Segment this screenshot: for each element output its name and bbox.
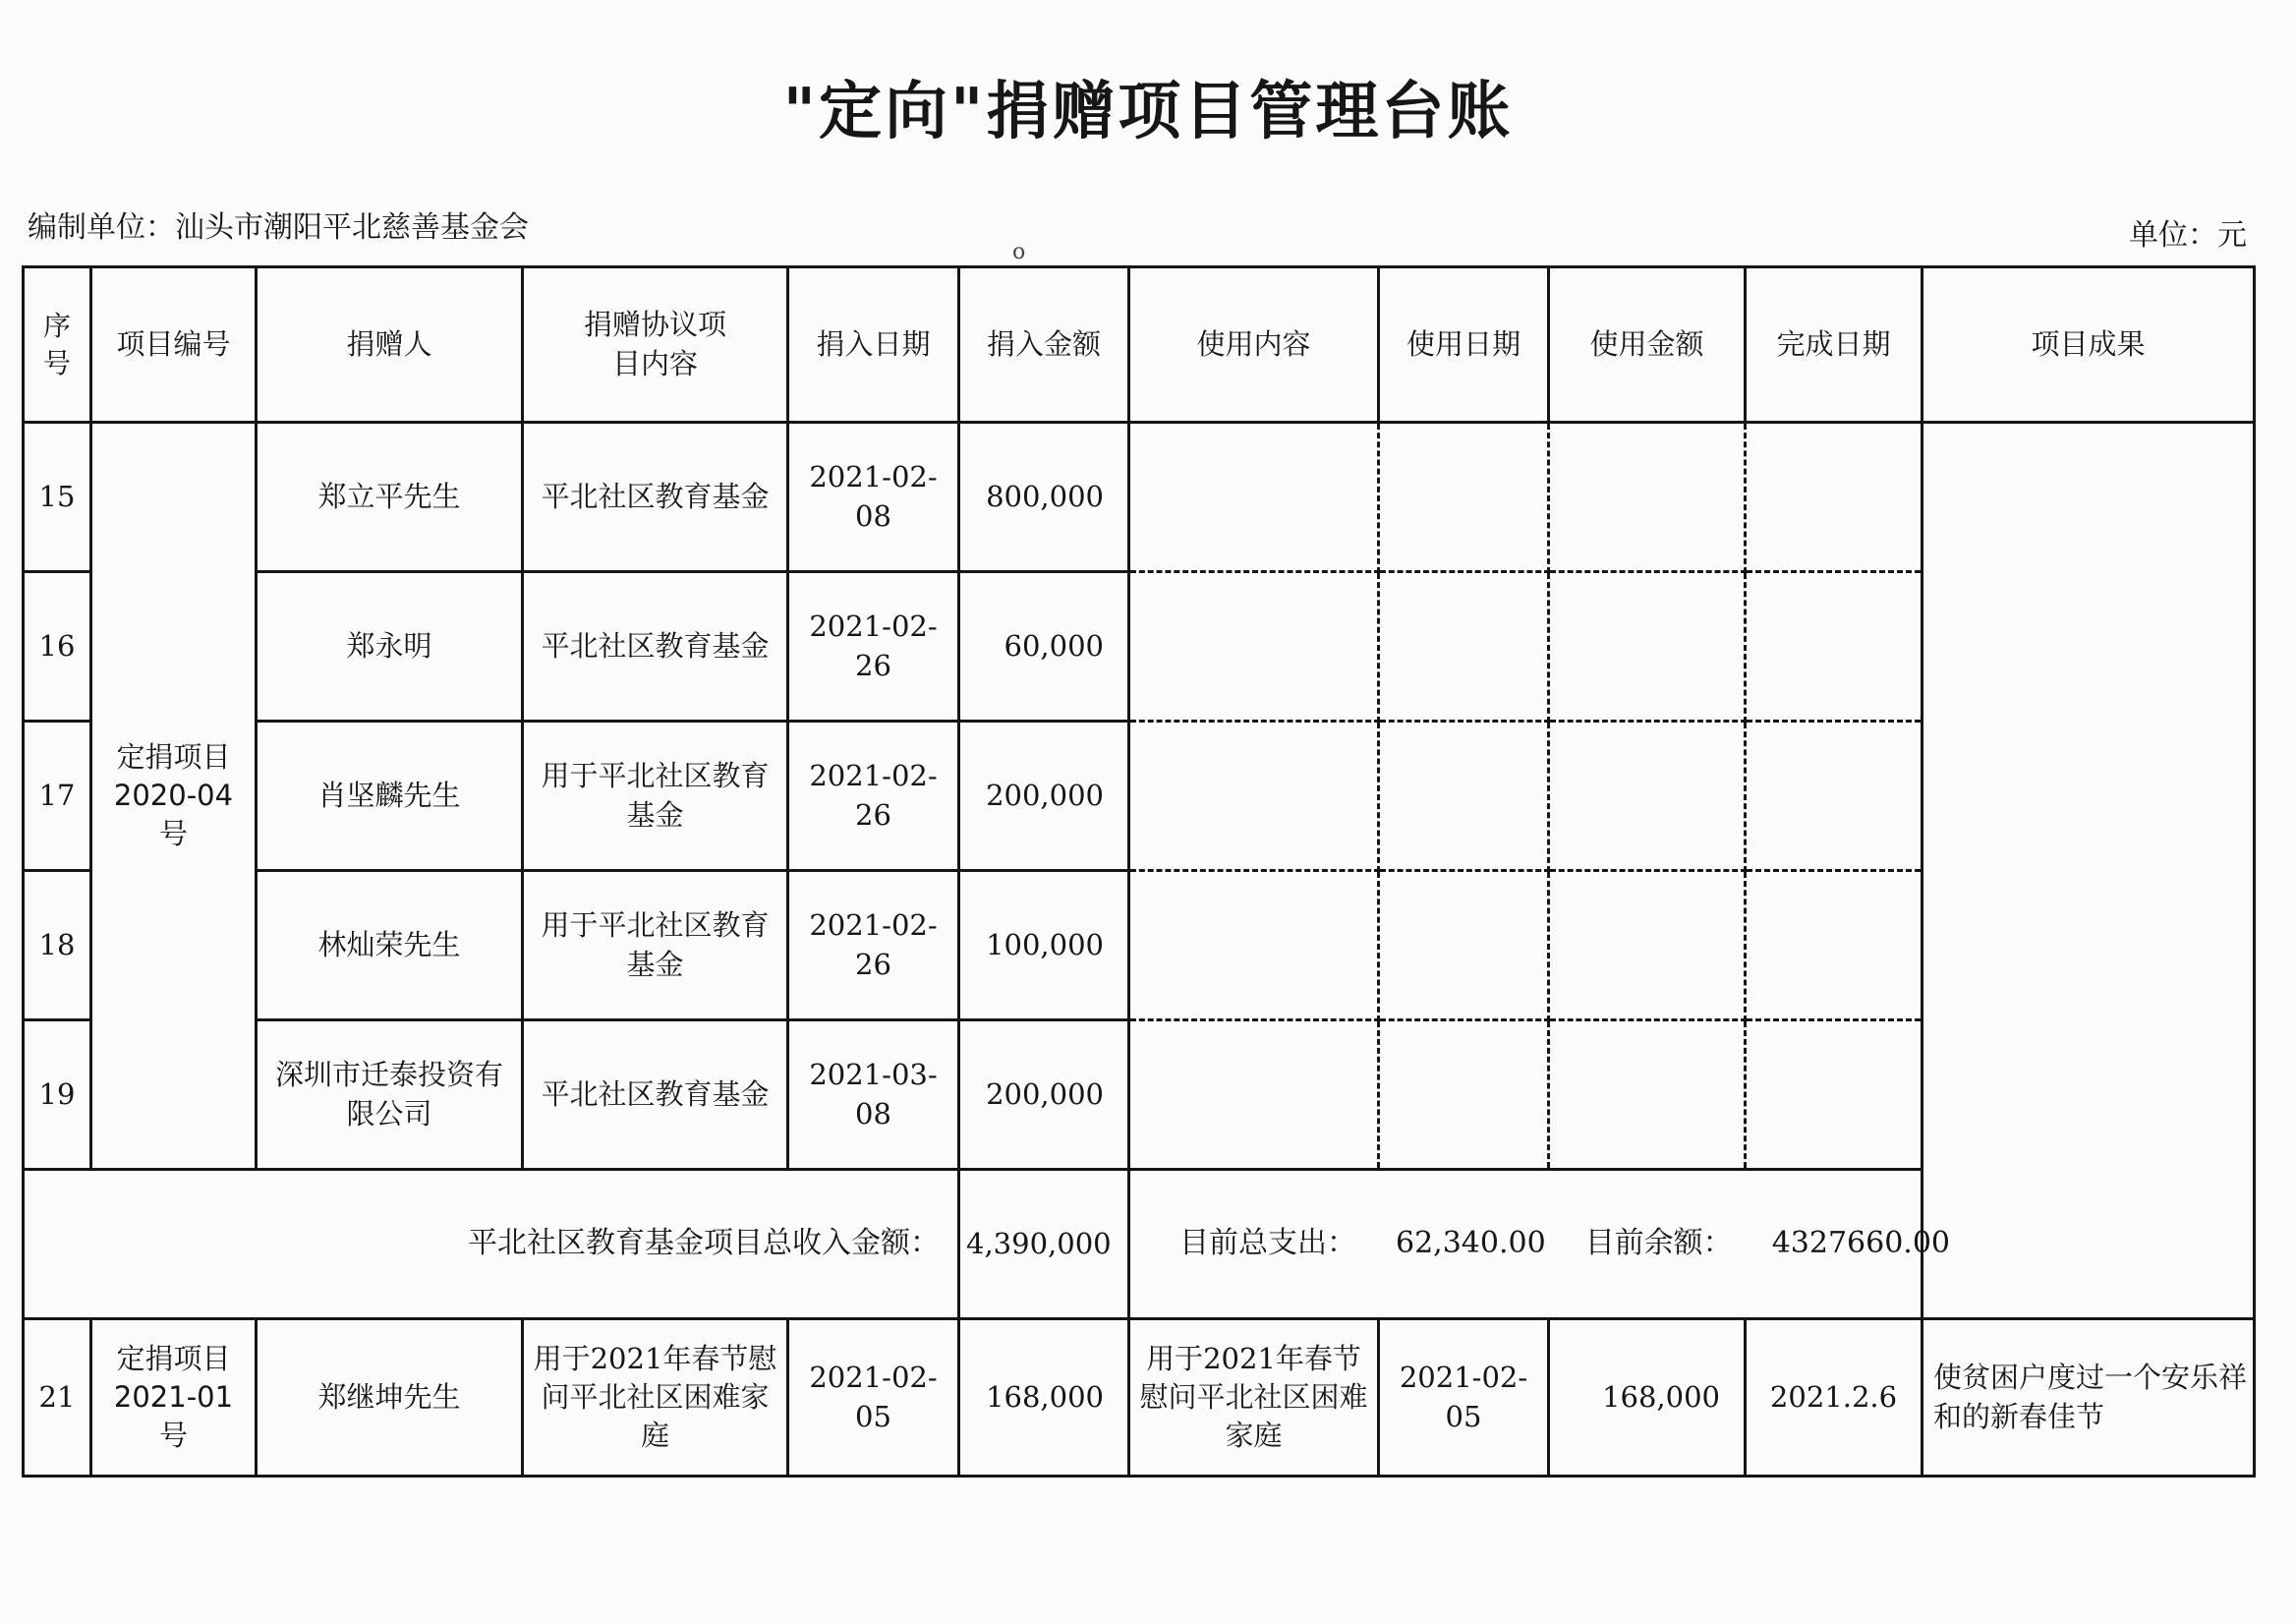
col-header-use-content: 使用内容	[1129, 267, 1379, 423]
finish-date-cell	[1746, 871, 1923, 1020]
finish-date-cell: 2021.2.6	[1746, 1319, 1923, 1477]
stray-mark: o	[1012, 240, 1026, 264]
use-amount-cell	[1549, 1020, 1746, 1170]
balance-label: 目前余额：	[1584, 1226, 1733, 1261]
col-header-seq: 序号	[24, 267, 91, 423]
in-date-cell: 2021-02-08	[788, 423, 959, 572]
col-header-use-date: 使用日期	[1379, 267, 1549, 423]
use-content-cell	[1129, 1020, 1379, 1170]
use-amount-cell: 168,000	[1549, 1319, 1746, 1477]
use-content-cell	[1129, 871, 1379, 1020]
use-content-cell	[1129, 423, 1379, 572]
finish-date-cell	[1746, 572, 1923, 722]
unit-label: 单位：元	[2129, 218, 2247, 253]
agreement-cell: 用于2021年春节慰问平北社区困难家庭	[523, 1319, 788, 1477]
seq-cell: 16	[24, 572, 91, 722]
table-row	[24, 1020, 2255, 1170]
table-row	[24, 423, 2255, 572]
in-date-cell: 2021-03-08	[788, 1020, 959, 1170]
use-content-cell: 用于2021年春节慰问平北社区困难家庭	[1129, 1319, 1379, 1477]
total-income-value: 4,390,000	[959, 1170, 1129, 1319]
seq-cell: 21	[24, 1319, 91, 1477]
spending-summary	[1129, 1170, 1951, 1319]
project-code-cell: 定捐项目2020-04号	[91, 423, 257, 1170]
agreement-cell: 用于平北社区教育基金	[523, 722, 788, 871]
donor-cell: 林灿荣先生	[257, 871, 523, 1020]
table-row	[24, 572, 2255, 722]
header-row	[24, 267, 2255, 423]
result-cell	[1923, 423, 2255, 1319]
in-amount-cell: 800,000	[959, 423, 1129, 572]
col-header-agreement: 捐赠协议项目内容	[523, 267, 788, 423]
project-code-cell: 定捐项目2021-01号	[91, 1319, 257, 1477]
totals-row	[24, 1170, 2255, 1319]
seq-cell: 15	[24, 423, 91, 572]
finish-date-cell	[1746, 1020, 1923, 1170]
finish-date-cell	[1746, 423, 1923, 572]
use-content-cell	[1129, 722, 1379, 871]
agreement-cell: 用于平北社区教育基金	[523, 871, 788, 1020]
donation-ledger-table	[22, 265, 2256, 1478]
total-spent-label: 目前总支出：	[1179, 1226, 1356, 1261]
use-content-cell	[1129, 572, 1379, 722]
use-amount-cell	[1549, 423, 1746, 572]
finish-date-cell	[1746, 722, 1923, 871]
use-amount-cell	[1549, 871, 1746, 1020]
total-spent-value: 62,340.00	[1396, 1226, 1546, 1261]
table-row	[24, 871, 2255, 1020]
donor-cell: 郑永明	[257, 572, 523, 722]
agreement-cell: 平北社区教育基金	[523, 1020, 788, 1170]
col-header-in-amount: 捐入金额	[959, 267, 1129, 423]
use-date-cell	[1379, 1020, 1549, 1170]
in-amount-cell: 60,000	[959, 572, 1129, 722]
col-header-use-amount: 使用金额	[1549, 267, 1746, 423]
donor-cell: 郑立平先生	[257, 423, 523, 572]
in-amount-cell: 200,000	[959, 722, 1129, 871]
agreement-cell: 平北社区教育基金	[523, 423, 788, 572]
use-amount-cell	[1549, 722, 1746, 871]
use-date-cell: 2021-02-05	[1379, 1319, 1549, 1477]
donor-cell: 郑继坤先生	[257, 1319, 523, 1477]
table-row	[24, 1319, 2255, 1477]
total-income-label: 平北社区教育基金项目总收入金额：	[24, 1170, 959, 1319]
in-date-cell: 2021-02-26	[788, 871, 959, 1020]
table-row	[24, 722, 2255, 871]
seq-cell: 18	[24, 871, 91, 1020]
in-amount-cell: 100,000	[959, 871, 1129, 1020]
use-date-cell	[1379, 871, 1549, 1020]
col-header-result: 项目成果	[1923, 267, 2255, 423]
use-date-cell	[1379, 423, 1549, 572]
col-header-finish-date: 完成日期	[1746, 267, 1923, 423]
col-header-project-code: 项目编号	[91, 267, 257, 423]
in-date-cell: 2021-02-05	[788, 1319, 959, 1477]
seq-cell: 17	[24, 722, 91, 871]
balance-value: 4327660.00	[1771, 1226, 1951, 1261]
donor-cell: 肖坚麟先生	[257, 722, 523, 871]
seq-cell: 19	[24, 1020, 91, 1170]
use-date-cell	[1379, 722, 1549, 871]
in-date-cell: 2021-02-26	[788, 572, 959, 722]
in-date-cell: 2021-02-26	[788, 722, 959, 871]
in-amount-cell: 200,000	[959, 1020, 1129, 1170]
agreement-cell: 平北社区教育基金	[523, 572, 788, 722]
result-cell: 使贫困户度过一个安乐祥和的新春佳节	[1923, 1319, 2255, 1477]
col-header-in-date: 捐入日期	[788, 267, 959, 423]
in-amount-cell: 168,000	[959, 1319, 1129, 1477]
page-title: "定向"捐赠项目管理台账	[782, 76, 1514, 148]
col-header-donor: 捐赠人	[257, 267, 523, 423]
use-date-cell	[1379, 572, 1549, 722]
use-amount-cell	[1549, 572, 1746, 722]
compiler-label: 编制单位：汕头市潮阳平北慈善基金会	[28, 210, 529, 245]
donor-cell: 深圳市迁泰投资有限公司	[257, 1020, 523, 1170]
